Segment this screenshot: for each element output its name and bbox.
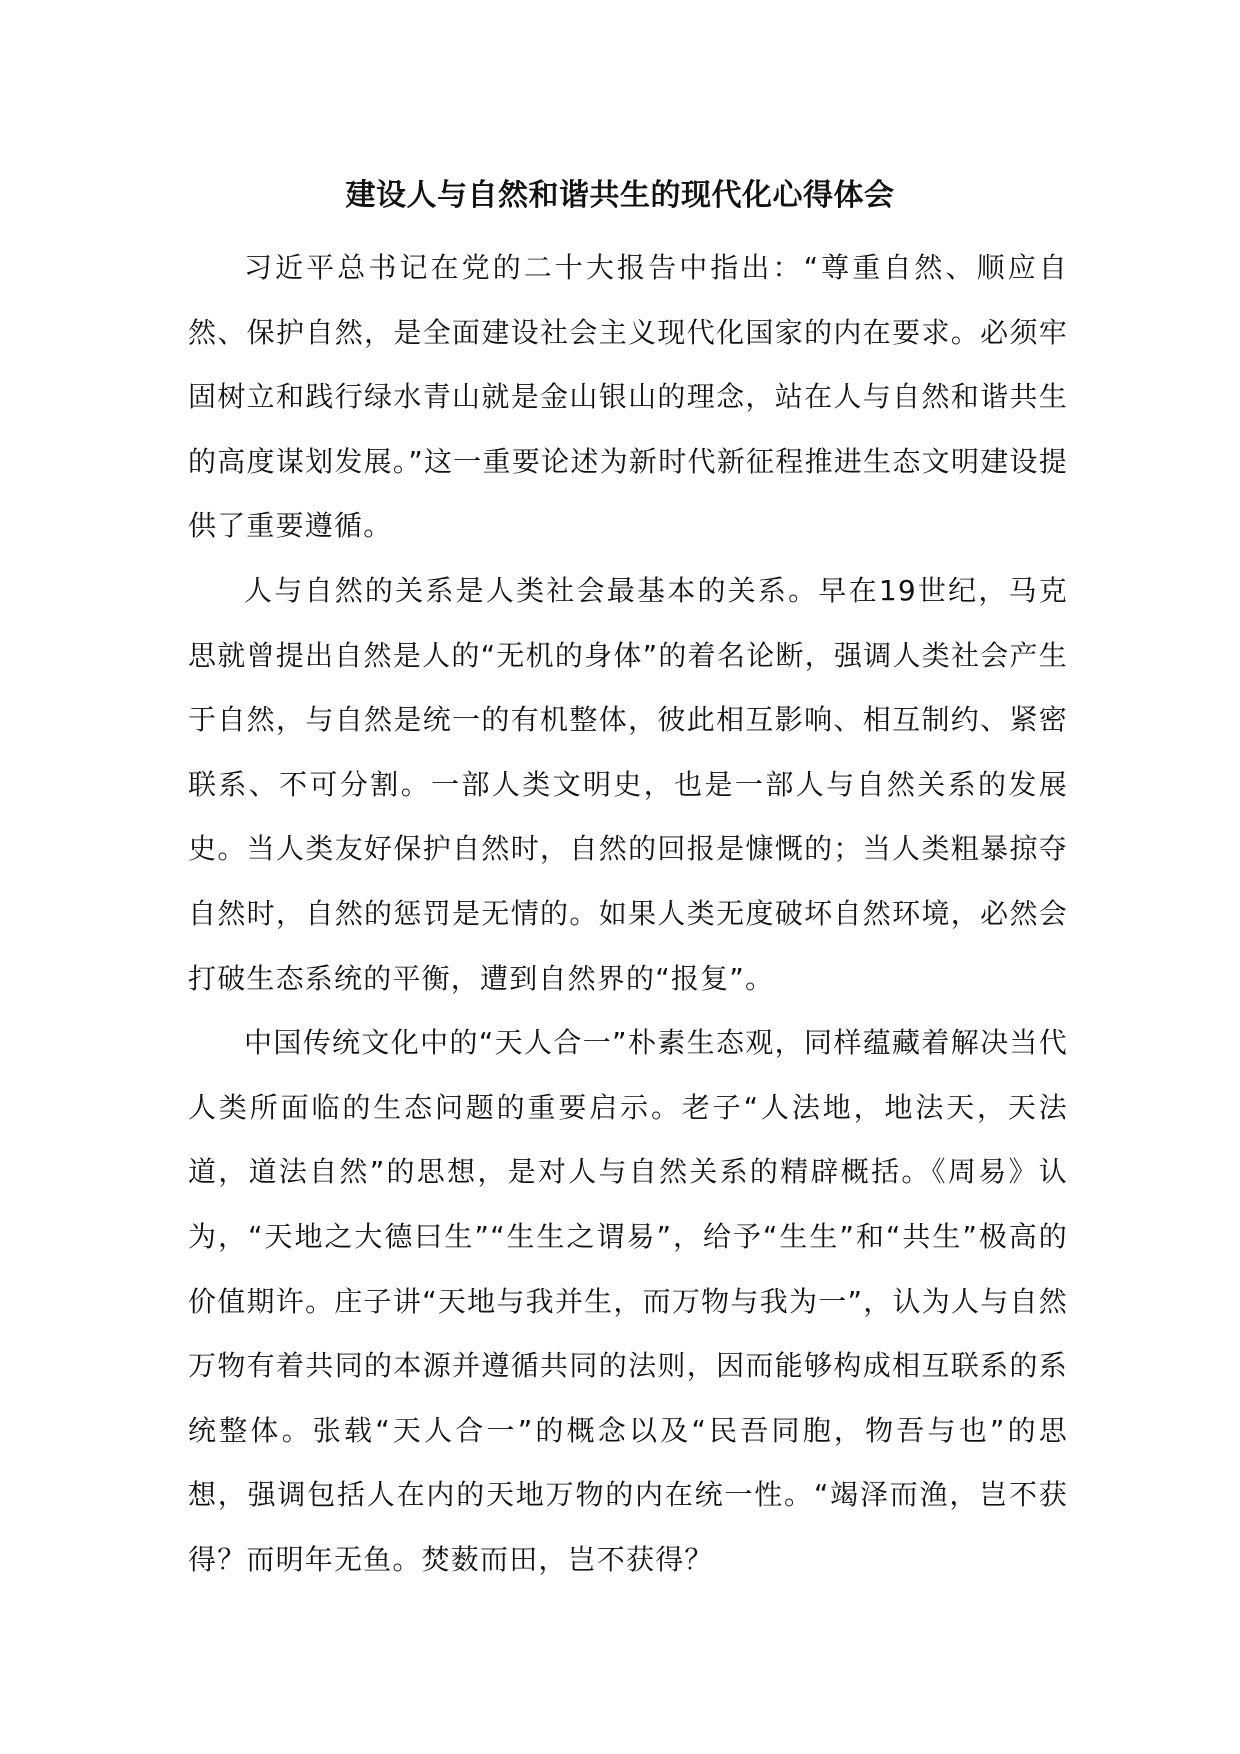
paragraph-3: 中国传统文化中的“天人合一”朴素生态观，同样蕴藏着解决当代人类所面临的生态问题的重要启示。老子“人法地，地法天，天法道，道法自然”的思想，是对人与自然关系的精辟概括。《周易》认为，“天地之大德曰生”“生生之谓易”，给予“生生”和“共生”极高的价值期许。庄子讲“天地与我并生，而万物与我为一”，认为人与自然万物有着共同的本源并遵循共同的法则，因而能够构成相互联系的系统整体。张载“天人合一”的概念以及“民吾同胞，物吾与也”的思想，强调包括人在内的天地万物的内在统一性。“竭泽而渔，岂不获得？而明年无鱼。焚薮而田，岂不获得？ bbox=[188, 1026, 1068, 1576]
document-body bbox=[188, 236, 1068, 1592]
paragraph-2: 人与自然的关系是人类社会最基本的关系。早在19世纪，马克思就曾提出自然是人的“无机的身体”的着名论断，强调人类社会产生于自然，与自然是统一的有机整体，彼此相互影响、相互制约、紧密联系、不可分割。一部人类文明史，也是一部人与自然关系的发展史。当人类友好保护自然时，自然的回报是慷慨的；当人类粗暴掠夺自然时，自然的惩罚是无情的。如果人类无度破坏自然环境，必然会打破生态系统的平衡，遭到自然界的“报复”。 bbox=[188, 573, 1068, 995]
paragraph-1: 习近平总书记在党的二十大报告中指出：“尊重自然、顺应自然、保护自然，是全面建设社会主义现代化国家的内在要求。必须牢固树立和践行绿水青山就是金山银山的理念，站在人与自然和谐共生的高度谋划发展。”这一重要论述为新时代新征程推进生态文明建设提供了重要遵循。 bbox=[188, 251, 1068, 543]
document-title: 建设人与自然和谐共生的现代化心得体会 bbox=[345, 178, 895, 213]
